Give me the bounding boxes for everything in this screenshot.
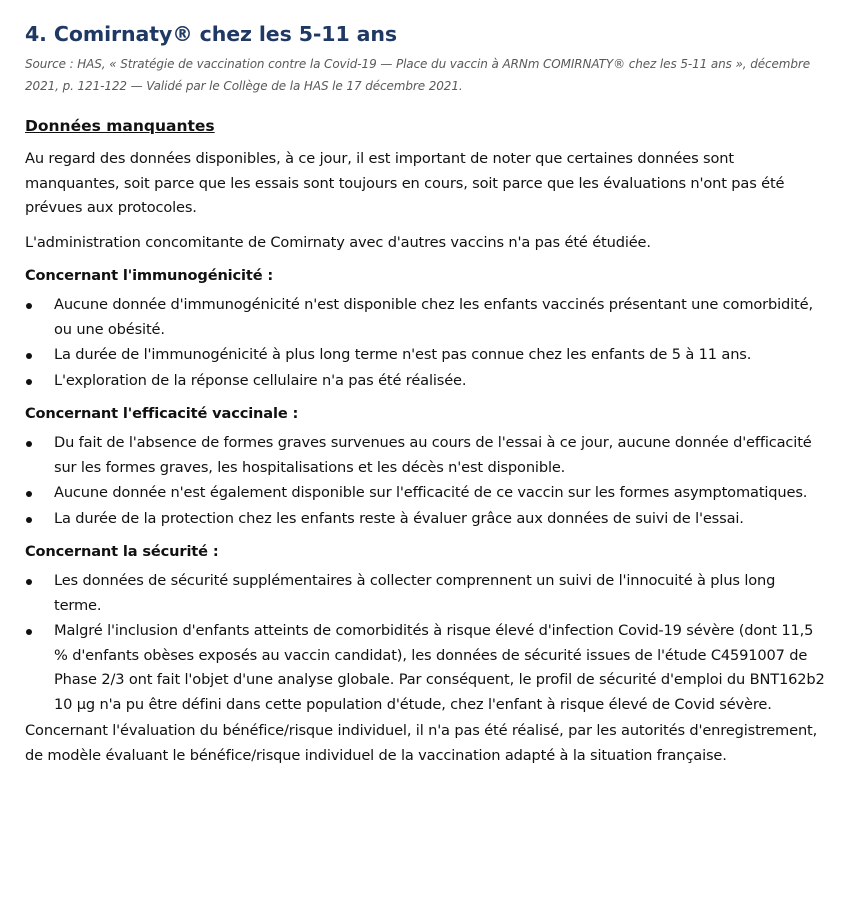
- list-item-text: Aucune donnée d'immunogénicité n'est disponible chez les enfants vaccinés présentant une comorbidité, ou une obésité.: [54, 296, 813, 338]
- closing-paragraph: Concernant l'évaluation du bénéfice/risque individuel, il n'a pas été réalisé, par les autorités d'enregistrement, de modèle évaluant le bénéfice/risque individuel de la vaccination adapté à la situation française.: [25, 722, 818, 764]
- list-item: [25, 369, 825, 394]
- bullet-icon: [26, 491, 32, 497]
- list-item-text: La durée de la protection chez les enfants reste à évaluer grâce aux données de suivi de l'essai.: [54, 509, 744, 527]
- bullet-list-immunogenicity: [25, 293, 825, 393]
- subheading-efficacy: Concernant l'efficacité vaccinale :: [25, 405, 299, 422]
- bullet-list-efficacy: [25, 431, 825, 531]
- subheading-safety: Concernant la sécurité :: [25, 543, 219, 560]
- list-item: [25, 481, 825, 506]
- bullet-icon: [26, 629, 32, 635]
- list-item: [25, 293, 825, 342]
- list-item-text: Du fait de l'absence de formes graves survenues au cours de l'essai à ce jour, aucune donnée d'efficacité sur les formes graves, les hospitalisations et les décès n'est disponible.: [54, 434, 812, 476]
- bullet-icon: [26, 441, 32, 447]
- list-item: [25, 431, 825, 480]
- bullet-icon: [26, 379, 32, 385]
- document-page: [25, 20, 825, 768]
- list-item: [25, 507, 825, 532]
- list-item-text: L'exploration de la réponse cellulaire n'a pas été réalisée.: [54, 371, 467, 389]
- list-item: [25, 569, 825, 618]
- bullet-icon: [26, 353, 32, 359]
- list-item-text: Malgré l'inclusion d'enfants atteints de comorbidités à risque élevé d'infection Covid-19 sévère (dont 11,5 % d'enfants obèses exposés au vaccin candidat), les données de sécurité issues de l'étude C4591007 de Phase 2/3 ont fait l'objet d'une analyse globale. Par conséquent, le profil de sécurité d'emploi du BNT162b2 10 µg n'a pu être défini dans cette population d'étude, chez l'enfant à risque élevé de Covid sévère.: [54, 622, 825, 713]
- bullet-icon: [26, 579, 32, 585]
- list-item: [25, 343, 825, 368]
- source-citation: Source : HAS, « Stratégie de vaccination contre la Covid-19 — Place du vaccin à ARNm COMIRNATY® chez les 5-11 ans », décembre 2021, p. 121-122 — Validé par le Collège de la HAS le 17 décembre 2021.: [25, 57, 811, 93]
- bullet-icon: [26, 517, 32, 523]
- list-item-text: La durée de l'immunogénicité à plus long terme n'est pas connue chez les enfants de 5 à 11 ans.: [54, 346, 752, 363]
- page-title: 4. Comirnaty® chez les 5-11 ans: [25, 22, 397, 46]
- intro-paragraph: Au regard des données disponibles, à ce jour, il est important de noter que certaines données sont manquantes, soit parce que les essais sont toujours en cours, soit parce que les évaluations n'ont pas été prévues aux protocoles.: [25, 150, 785, 216]
- bullet-list-safety: [25, 569, 825, 717]
- bullet-icon: [26, 303, 32, 309]
- subheading-immunogenicity: Concernant l'immunogénicité :: [25, 267, 274, 284]
- list-item-text: Aucune donnée n'est également disponible sur l'efficacité de ce vaccin sur les formes asymptomatiques.: [54, 484, 808, 501]
- section-heading-missing-data: Données manquantes: [25, 117, 215, 135]
- intro-paragraph: L'administration concomitante de Comirnaty avec d'autres vaccins n'a pas été étudiée.: [25, 233, 651, 251]
- list-item-text: Les données de sécurité supplémentaires à collecter comprennent un suivi de l'innocuité à plus long terme.: [54, 572, 776, 614]
- list-item: [25, 619, 825, 717]
